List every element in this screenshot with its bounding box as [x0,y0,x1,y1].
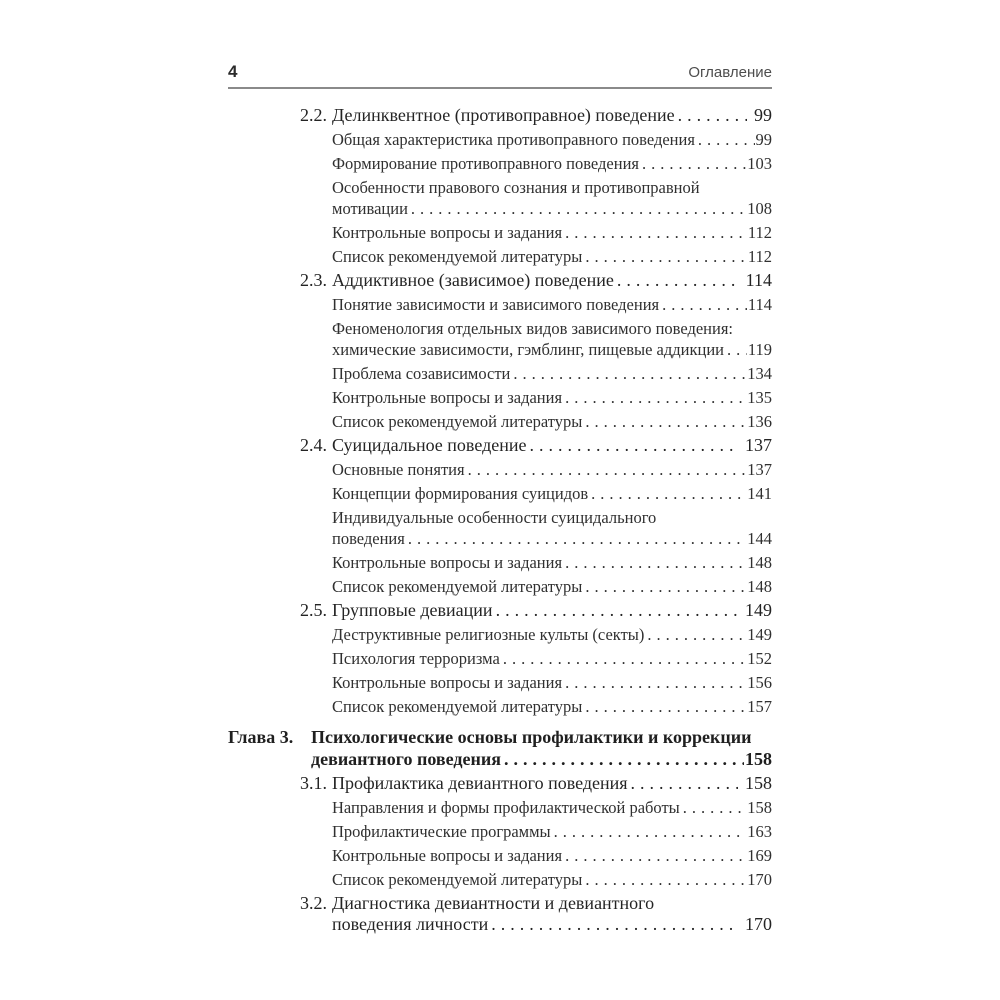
dot-leader [644,624,746,645]
toc-entry [332,153,772,174]
toc-entry-page: 112 [747,247,772,266]
toc-entry-last-line [332,387,772,408]
toc-entry-page: 157 [747,697,772,716]
toc-entry-body [332,270,772,291]
toc-entry-title: Концепции формирования суицидов [332,484,589,503]
toc-entry-title: Понятие зависимости и зависимого поведения [332,295,660,314]
toc-entry-last-line [332,483,772,504]
toc-entry-title: Список рекомендуемой литературы [332,870,583,889]
toc-entry-title: Проблема созависимости [332,364,511,383]
toc-entry-last-line [332,294,772,315]
toc-entry-number: 3.2. [300,893,327,913]
toc-entry-body [332,435,772,456]
toc-entry-page: 144 [747,529,772,548]
toc-entry-body [311,726,772,770]
toc-entry-title: Общая характеристика противоправного поведения [332,130,695,149]
dot-leader [695,129,755,150]
toc-entry [332,387,772,408]
toc-entry-body [332,129,772,150]
toc-entry-body [332,318,772,360]
dot-leader [582,246,746,267]
toc-entry-title: Суицидальное поведение [332,435,527,455]
toc-entry-last-line [311,748,772,770]
dot-leader [488,914,738,935]
dot-leader [562,222,747,243]
toc-entry-page: 134 [747,364,772,383]
dot-leader [551,821,747,842]
toc-entry [332,797,772,818]
toc-entry [332,696,772,717]
toc-entry-last-line [332,648,772,669]
toc-entry-body [332,797,772,818]
toc-entry [332,246,772,267]
toc-entry-title: мотивации [332,199,408,218]
toc-entry-body [332,821,772,842]
dot-leader [562,387,746,408]
toc-entry-page: 163 [747,822,772,841]
toc-entry-page: 170 [745,914,772,934]
toc-entry-page: 137 [745,435,772,455]
toc-entry-last-line [332,845,772,866]
toc-entry-page: 135 [747,388,772,407]
toc-entry [300,105,772,126]
running-title: Оглавление [688,64,772,81]
toc-entry-page: 158 [745,773,772,793]
toc-entry-last-line [332,153,772,174]
toc-entry-body [332,507,772,549]
toc-entry-body [332,105,772,126]
toc-entry-last-line [332,600,772,621]
toc-entry-title: Список рекомендуемой литературы [332,697,583,716]
toc-entry-page: 148 [747,577,772,596]
page-header [228,62,772,89]
toc-entry-number: 2.4. [300,435,327,455]
dot-leader [582,576,746,597]
toc-entry-last-line [332,528,772,549]
toc-entry [332,576,772,597]
dot-leader [465,459,747,480]
dot-leader [526,435,738,456]
toc-entry-body [332,893,772,935]
toc-entry-title: девиантного поведения [311,749,501,769]
toc-entry-last-line [332,270,772,291]
toc-entry-last-line [332,869,772,890]
dot-leader [659,294,747,315]
toc-entry [332,294,772,315]
toc-entry-title: Список рекомендуемой литературы [332,247,583,266]
toc-entry [332,648,772,669]
toc-entry-body [332,552,772,573]
toc-entry-page: 169 [747,846,772,865]
toc-entry-page: 137 [747,460,772,479]
dot-leader [500,648,746,669]
toc-entry-body [332,411,772,432]
toc-entry-page: 119 [747,340,772,359]
toc-entry-last-line [332,576,772,597]
toc-entry-last-line [332,411,772,432]
toc-entry [332,552,772,573]
toc-entry-last-line [332,773,772,794]
toc-entry-body [332,696,772,717]
toc-entry-title: Направления и формы профилактической работы [332,798,680,817]
toc-entry-last-line [332,246,772,267]
dot-leader [724,339,747,360]
dot-leader [639,153,746,174]
toc-entry-title: Профилактика девиантного поведения [332,773,628,793]
toc-entry-page: 158 [747,798,772,817]
toc-entry-last-line [332,696,772,717]
toc-entry-number: Глава 3. [228,727,294,747]
toc-entry [332,869,772,890]
toc-entry-title: Список рекомендуемой литературы [332,412,583,431]
toc-entry [332,483,772,504]
toc-entry-last-line [332,222,772,243]
toc-entry-last-line [332,797,772,818]
toc-entry-last-line [332,105,772,126]
dot-leader [628,773,738,794]
toc-entry-title: Контрольные вопросы и задания [332,388,563,407]
page-number: 4 [228,62,238,81]
toc-entry-body [332,576,772,597]
toc-entry-page: 99 [755,130,772,149]
toc-entry [332,821,772,842]
dot-leader [614,270,739,291]
dot-leader [405,528,746,549]
toc-entry-title: Список рекомендуемой литературы [332,577,583,596]
toc-entry [332,177,772,219]
toc-entry [332,411,772,432]
dot-leader [582,869,746,890]
toc-entry-title: Контрольные вопросы и задания [332,846,563,865]
toc-entry-title: Аддиктивное (зависимое) поведение [332,270,614,290]
toc-entry-title: поведения [332,529,405,548]
toc-entry-number: 3.1. [300,773,327,793]
toc-entry-last-line [332,198,772,219]
toc-entry-body [332,869,772,890]
dot-leader [562,672,746,693]
toc-entry-number: 2.3. [300,270,327,290]
dot-leader [562,552,746,573]
toc-entry-page: 170 [747,870,772,889]
toc-entry-last-line [332,672,772,693]
toc-entry-body [332,648,772,669]
toc-entry-last-line [332,914,772,935]
toc-entry-page: 136 [747,412,772,431]
toc-entry-body [332,845,772,866]
toc-entry-last-line [332,129,772,150]
toc-entry-title: химические зависимости, гэмблинг, пищевые аддикции [332,340,724,359]
toc-entry-body [332,153,772,174]
toc-entry [300,435,772,456]
toc-entry-page: 149 [745,600,772,620]
toc-entry-page: 149 [747,625,772,644]
toc-entry [332,363,772,384]
toc-entry [332,672,772,693]
dot-leader [408,198,746,219]
toc-entry-page: 112 [747,223,772,242]
dot-leader [582,411,746,432]
toc-entry [300,600,772,621]
toc-entry-page: 158 [745,749,772,769]
toc-entry-number: 2.5. [300,600,327,620]
toc-entry-title-line: Индивидуальные особенности суицидального [332,508,657,527]
toc-entry [332,459,772,480]
toc-entry-title: Деструктивные религиозные культы (секты) [332,625,645,644]
toc-entry-body [332,459,772,480]
toc-entry-page: 114 [745,270,772,290]
toc-entry [332,845,772,866]
toc-entry-body [332,177,772,219]
toc-entry-title: поведения личности [332,914,489,934]
toc-entry-title: Формирование противоправного поведения [332,154,639,173]
toc-entry-page: 108 [747,199,772,218]
toc-entry-title: Групповые девиации [332,600,493,620]
dot-leader [675,105,747,126]
toc-entry-title: Психология терроризма [332,649,500,668]
toc-entry-body [332,294,772,315]
toc-entry [332,507,772,549]
toc-entry-last-line [332,435,772,456]
toc-entry [332,318,772,360]
toc-entry-number: 2.2. [300,105,327,125]
toc-entry-title-line: Феноменология отдельных видов зависимого поведения: [332,319,733,338]
toc-entry-page: 148 [747,553,772,572]
toc-entry [300,270,772,291]
toc-entry-last-line [332,821,772,842]
toc-entry [300,773,772,794]
toc-entry [300,893,772,935]
toc-entry-body [332,672,772,693]
toc-entry-title: Контрольные вопросы и задания [332,673,563,692]
toc-entry-page: 156 [747,673,772,692]
table-of-contents [228,105,772,935]
dot-leader [510,363,746,384]
toc-entry-body [332,222,772,243]
toc-entry-title-line: Диагностика девиантности и девиантного [332,893,655,913]
toc-entry [228,726,772,770]
toc-entry-body [332,600,772,621]
book-page [228,62,772,938]
toc-entry [332,129,772,150]
toc-entry-body [332,624,772,645]
dot-leader [501,748,744,770]
toc-entry-page: 99 [754,105,772,125]
dot-leader [680,797,746,818]
toc-entry-title: Профилактические программы [332,822,551,841]
toc-entry-last-line [332,459,772,480]
toc-entry-body [332,363,772,384]
toc-entry-title: Делинквентное (противоправное) поведение [332,105,675,125]
toc-entry-last-line [332,552,772,573]
toc-entry-page: 141 [747,484,772,503]
toc-entry-page: 152 [747,649,772,668]
toc-entry-last-line [332,363,772,384]
toc-entry-body [332,483,772,504]
toc-entry-title-line: Особенности правового сознания и противоправной [332,178,700,197]
toc-entry-title: Контрольные вопросы и задания [332,223,563,242]
toc-entry-title: Контрольные вопросы и задания [332,553,563,572]
toc-entry-last-line [332,339,772,360]
toc-entry [332,222,772,243]
dot-leader [588,483,746,504]
toc-entry-page: 114 [747,295,772,314]
dot-leader [582,696,746,717]
toc-entry-last-line [332,624,772,645]
toc-entry-body [332,246,772,267]
toc-entry-page: 103 [747,154,772,173]
toc-entry-title: Основные понятия [332,460,465,479]
dot-leader [562,845,746,866]
toc-entry [332,624,772,645]
toc-entry-body [332,387,772,408]
toc-entry-title-line: Психологические основы профилактики и коррекции [311,727,752,747]
dot-leader [493,600,738,621]
toc-entry-body [332,773,772,794]
